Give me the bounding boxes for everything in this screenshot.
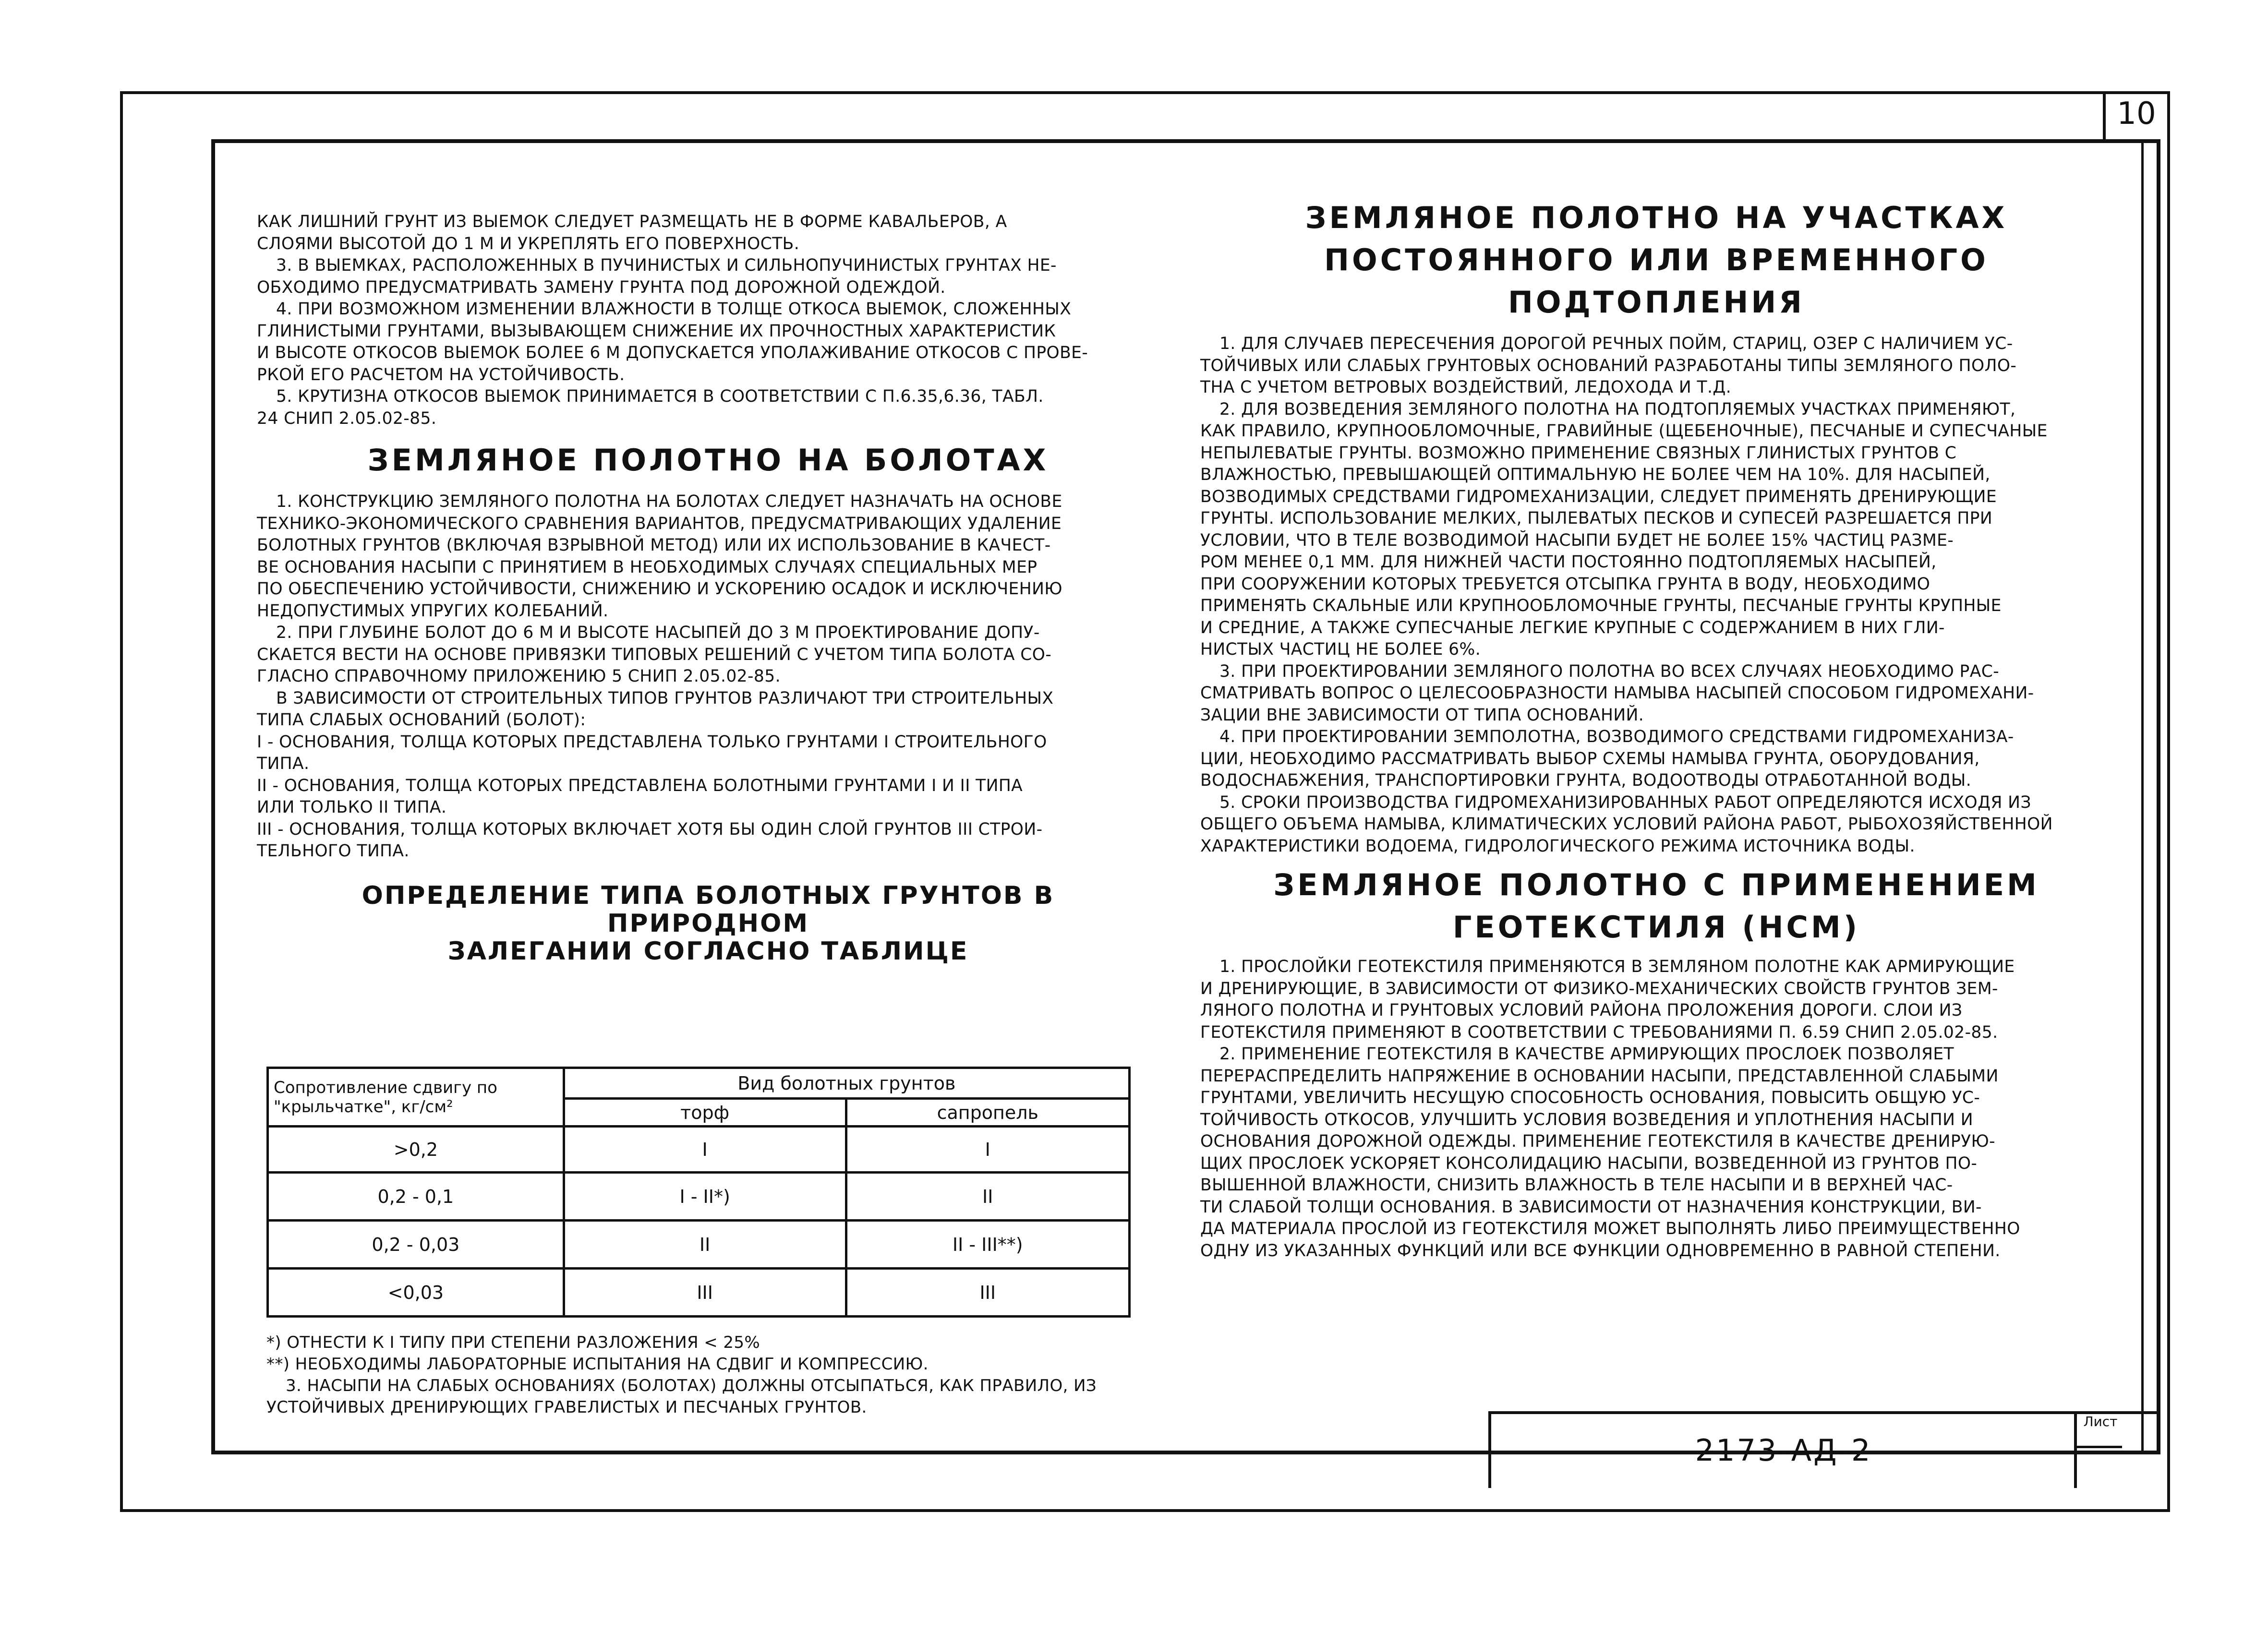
sheet-number: 10 [2117, 96, 2156, 132]
intro-paragraph: 4. ПРИ ВОЗМОЖНОМ ИЗМЕНЕНИИ ВЛАЖНОСТИ В ТОЛЩЕ ОТКОСА ВЫЕМОК, СЛОЖЕННЫХ ГЛИНИСТЫМИ ГРУНТАМИ, ВЫЗЫВАЮЩЕМ СНИЖЕНИЕ ИХ ПРОЧНОСТНЫХ ХАРАКТЕРИСТИК И ВЫСОТЕ ОТКОСОВ ВЫЕМОК БОЛЕЕ 6 М ДОПУСКАЕТСЯ УПОЛАЖИВАНИЕ ОТКОСОВ С ПРОВЕ- РКОЙ ЕГО РАСЧЕТОМ НА УСТОЙЧИВОСТЬ. [257, 300, 1088, 384]
footnote: **) НЕОБХОДИМЫ ЛАБОРАТОРНЫЕ ИСПЫТАНИЯ НА СДВИГ И КОМПРЕССИЮ. [266, 1355, 929, 1374]
table-header-soil-type: Вид болотных грунтов [564, 1068, 1129, 1099]
table-subheader-sapropel: сапропель [846, 1099, 1129, 1127]
geo-paragraph: 2. ПРИМЕНЕНИЕ ГЕОТЕКСТИЛЯ В КАЧЕСТВЕ АРМИРУЮЩИХ ПРОСЛОЕК ПОЗВОЛЯЕТ ПЕРЕРАСПРЕДЕЛИТЬ НАПРЯЖЕНИЕ В ОСНОВАНИИ НАСЫПИ, ПРЕДСТАВЛЕННОЙ СЛАБЫМИ ГРУНТАМИ, УВЕЛИЧИТЬ НЕСУЩУЮ СПОСОБНОСТЬ ОСНОВАНИЯ, ПОВЫСИТЬ ОБЩУЮ УС- ТОЙЧИВОСТЬ ОТКОСОВ, УЛУЧШИТЬ УСЛОВИЯ ВОЗВЕДЕНИЯ И УПЛОТНЕНИЯ НАСЫПИ И ОСНОВАНИЯ ДОРОЖНОЙ ОДЕЖДЫ. ПРИМЕНЕНИЕ ГЕОТЕКСТИЛЯ В КАЧЕСТВЕ ДРЕНИРУЮ- ЩИХ ПРОСЛОЕК УСКОРЯЕТ КОНСОЛИДАЦИЮ НАСЫПИ, ВОЗВЕДЕННОЙ ИЗ ГРУНТОВ ПО- ВЫШЕННОЙ ВЛАЖНОСТИ, СНИЗИТЬ ВЛАЖНОСТЬ В ТЕЛЕ НАСЫПИ И В ВЕРХНЕЙ ЧАС- ТИ СЛАБОЙ ТОЛЩИ ОСНОВАНИЯ. В ЗАВИСИМОСТИ ОТ НАЗНАЧЕНИЯ КОНСТРУКЦИИ, ВИ- ДА МАТЕРИАЛА ПРОСЛОЙ ИЗ ГЕОТЕКСТИЛЯ МОЖЕТ ВЫПОЛНЯТЬ ЛИБО ПРЕИМУЩЕСТВЕННО ОДНУ ИЗ УКАЗАННЫХ ФУНКЦИЙ ИЛИ ВСЕ ФУНКЦИИ ОДНОВРЕМЕННО В РАВНОЙ СТЕПЕНИ. [1200, 1044, 2020, 1260]
table-cell: 0,2 - 0,03 [268, 1221, 564, 1269]
table-row [268, 1221, 1130, 1269]
sheet-label: Лист [2083, 1414, 2118, 1429]
swamp-type-item: II - ОСНОВАНИЯ, ТОЛЩА КОТОРЫХ ПРЕДСТАВЛЕНА БОЛОТНЫМИ ГРУНТАМИ I И II ТИПА ИЛИ ТОЛЬКО II ТИПА. [257, 776, 1023, 817]
table-cell: >0,2 [268, 1127, 564, 1173]
table-cell: II [846, 1173, 1129, 1221]
table-cell: I [846, 1127, 1129, 1173]
table-subheader-peat: торф [564, 1099, 846, 1127]
table-cell: II - III**) [846, 1221, 1129, 1269]
intro-paragraph: КАК ЛИШНИЙ ГРУНТ ИЗ ВЫЕМОК СЛЕДУЕТ РАЗМЕЩАТЬ НЕ В ФОРМЕ КАВАЛЬЕРОВ, А СЛОЯМИ ВЫСОТОЙ ДО 1 М И УКРЕПЛЯТЬ ЕГО ПОВЕРХНОСТЬ. [257, 212, 1007, 253]
flood-paragraph: 4. ПРИ ПРОЕКТИРОВАНИИ ЗЕМПОЛОТНА, ВОЗВОДИМОГО СРЕДСТВАМИ ГИДРОМЕХАНИЗА- ЦИИ, НЕОБХОДИМО РАССМАТРИВАТЬ ВЫБОР СХЕМЫ НАМЫВА ГРУНТА, ОБОРУДОВАНИЯ, ВОДОСНАБЖЕНИЯ, ТРАНСПОРТИРОВКИ ГРУНТА, ВОДООТВОДЫ ОТРАБОТАННОЙ ВОДЫ. [1200, 727, 2014, 790]
right-column [1200, 197, 2112, 1262]
table-cell: III [564, 1269, 846, 1317]
heading-geotextile: ЗЕМЛЯНОЕ ПОЛОТНО С ПРИМЕНЕНИЕМ ГЕОТЕКСТИЛЯ (НСМ) [1273, 867, 2039, 945]
table-title: ОПРЕДЕЛЕНИЕ ТИПА БОЛОТНЫХ ГРУНТОВ В ПРИРОДНОМ ЗАЛЕГАНИИ СОГЛАСНО ТАБЛИЦЕ [362, 881, 1055, 966]
geo-paragraph: 1. ПРОСЛОЙКИ ГЕОТЕКСТИЛЯ ПРИМЕНЯЮТСЯ В ЗЕМЛЯНОМ ПОЛОТНЕ КАК АРМИРУЮЩИЕ И ДРЕНИРУЮЩИЕ, В ЗАВИСИМОСТИ ОТ ФИЗИКО-МЕХАНИЧЕСКИХ СВОЙСТВ ГРУНТОВ ЗЕМ- ЛЯНОГО ПОЛОТНА И ГРУНТОВЫХ УСЛОВИЙ РАЙОНА ПРОЛОЖЕНИЯ ДОРОГИ. СЛОИ ИЗ ГЕОТЕКСТИЛЯ ПРИМЕНЯЮТ В СООТВЕТСТВИИ С ТРЕБОВАНИЯМИ П. 6.59 СНИП 2.05.02-85. [1200, 957, 2015, 1042]
swamp-type-item: III - ОСНОВАНИЯ, ТОЛЩА КОТОРЫХ ВКЛЮЧАЕТ ХОТЯ БЫ ОДИН СЛОЙ ГРУНТОВ III СТРОИ- ТЕЛЬНОГО ТИПА. [257, 819, 1043, 861]
swamp-type-item: I - ОСНОВАНИЯ, ТОЛЩА КОТОРЫХ ПРЕДСТАВЛЕНА ТОЛЬКО ГРУНТАМИ I СТРОИТЕЛЬНОГО ТИПА. [257, 732, 1047, 773]
table-footnotes [266, 1332, 1159, 1418]
document-code: 2173-АД-2 [1695, 1433, 1872, 1468]
table-cell: 0,2 - 0,1 [268, 1173, 564, 1221]
flood-paragraph: 1. ДЛЯ СЛУЧАЕВ ПЕРЕСЕЧЕНИЯ ДОРОГОЙ РЕЧНЫХ ПОЙМ, СТАРИЦ, ОЗЕР С НАЛИЧИЕМ УС- ТОЙЧИВЫХ ИЛИ СЛАБЫХ ГРУНТОВЫХ ОСНОВАНИЙ РАЗРАБОТАНЫ ТИПЫ ЗЕМЛЯНОГО ПОЛО- ТНА С УЧЕТОМ ВЕТРОВЫХ ВОЗДЕЙСТВИЙ, ЛЕДОХОДА И Т.Д. [1200, 334, 2017, 397]
table-header-shear: Сопротивление сдвигу по "крыльчатке", кг/см² [268, 1068, 564, 1127]
intro-paragraph: 3. В ВЫЕМКАХ, РАСПОЛОЖЕННЫХ В ПУЧИНИСТЫХ И СИЛЬНОПУЧИНИСТЫХ ГРУНТАХ НЕ- ОБХОДИМО ПРЕДУСМАТРИВАТЬ ЗАМЕНУ ГРУНТА ПОД ДОРОЖНОЙ ОДЕЖДОЙ. [257, 256, 1057, 297]
left-column [257, 211, 1159, 965]
table-row [268, 1269, 1130, 1317]
heading-flood: ЗЕМЛЯНОЕ ПОЛОТНО НА УЧАСТКАХ ПОСТОЯННОГО ИЛИ ВРЕМЕННОГО ПОДТОПЛЕНИЯ [1305, 200, 2008, 320]
swamp-paragraph: 1. КОНСТРУКЦИЮ ЗЕМЛЯНОГО ПОЛОТНА НА БОЛОТАХ СЛЕДУЕТ НАЗНАЧАТЬ НА ОСНОВЕ ТЕХНИКО-ЭКОНОМИЧЕСКОГО СРАВНЕНИЯ ВАРИАНТОВ, ПРЕДУСМАТРИВАЮЩИХ УДАЛЕНИЕ БОЛОТНЫХ ГРУНТОВ (ВКЛЮЧАЯ ВЗРЫВНОЙ МЕТОД) ИЛИ ИХ ИСПОЛЬЗОВАНИЕ В КАЧЕСТ- ВЕ ОСНОВАНИЯ НАСЫПИ С ПРИНЯТИЕМ В НЕОБХОДИМЫХ СЛУЧАЯХ СПЕЦИАЛЬНЫХ МЕР ПО ОБЕСПЕЧЕНИЮ УСТОЙЧИВОСТИ, СНИЖЕНИЮ И УСКОРЕНИЮ ОСАДОК И ИСКЛЮЧЕНИЮ НЕДОПУСТИМЫХ УПРУГИХ КОЛЕБАНИЙ. [257, 492, 1062, 621]
swamp-soil-table [266, 1067, 1131, 1318]
table-cell: <0,03 [268, 1269, 564, 1317]
intro-paragraph: 5. КРУТИЗНА ОТКОСОВ ВЫЕМОК ПРИНИМАЕТСЯ В СООТВЕТСТВИИ С П.6.35,6.36, ТАБЛ. 24 СНИП 2.05.02-85. [257, 387, 1044, 428]
swamp-paragraph: В ЗАВИСИМОСТИ ОТ СТРОИТЕЛЬНЫХ ТИПОВ ГРУНТОВ РАЗЛИЧАЮТ ТРИ СТРОИТЕЛЬНЫХ ТИПА СЛАБЫХ ОСНОВАНИЙ (БОЛОТ): [257, 688, 1054, 730]
binding-strip [2141, 139, 2160, 1454]
flood-paragraph: 2. ДЛЯ ВОЗВЕДЕНИЯ ЗЕМЛЯНОГО ПОЛОТНА НА ПОДТОПЛЯЕМЫХ УЧАСТКАХ ПРИМЕНЯЮТ, КАК ПРАВИЛО, КРУПНООБЛОМОЧНЫЕ, ГРАВИЙНЫЕ (ЩЕБЕНОЧНЫЕ), ПЕСЧАНЫЕ И СУПЕСЧАНЫЕ НЕПЫЛЕВАТЫЕ ГРУНТЫ. ВОЗМОЖНО ПРИМЕНЕНИЕ СВЯЗНЫХ ГЛИНИСТЫХ ГРУНТОВ С ВЛАЖНОСТЬЮ, ПРЕВЫШАЮЩЕЙ ОПТИМАЛЬНУЮ НЕ БОЛЕЕ ЧЕМ НА 10%. ДЛЯ НАСЫПЕЙ, ВОЗВОДИМЫХ СРЕДСТВАМИ ГИДРОМЕХАНИЗАЦИИ, СЛЕДУЕТ ПРИМЕНЯТЬ ДРЕНИРУЮЩИЕ ГРУНТЫ. ИСПОЛЬЗОВАНИЕ МЕЛКИХ, ПЫЛЕВАТЫХ ПЕСКОВ И СУПЕСЕЙ РАЗРЕШАЕТСЯ ПРИ УСЛОВИИ, ЧТО В ТЕЛЕ ВОЗВОДИМОЙ НАСЫПИ БУДЕТ НЕ БОЛЕЕ 15% ЧАСТИЦ РАЗМЕ- РОМ МЕНЕЕ 0,1 ММ. ДЛЯ НИЖНЕЙ ЧАСТИ ПОСТОЯННО ПОДТОПЛЯЕМЫХ НАСЫПЕЙ, ПРИ СООРУЖЕНИИ КОТОРЫХ ТРЕБУЕТСЯ ОТСЫПКА ГРУНТА В ВОДУ, НЕОБХОДИМО ПРИМЕНЯТЬ СКАЛЬНЫЕ ИЛИ КРУПНООБЛОМОЧНЫЕ ГРУНТЫ, ПЕСЧАНЫЕ ГРУНТЫ КРУПНЫЕ И СРЕДНИЕ, А ТАКЖЕ СУПЕСЧАНЫЕ ЛЕГКИЕ КРУПНЫЕ С СОДЕРЖАНИЕМ В НИХ ГЛИ- НИСТЫХ ЧАСТИЦ НЕ БОЛЕЕ 6%. [1200, 399, 2048, 659]
flood-paragraph: 5. СРОКИ ПРОИЗВОДСТВА ГИДРОМЕХАНИЗИРОВАННЫХ РАБОТ ОПРЕДЕЛЯЮТСЯ ИСХОДЯ ИЗ ОБЩЕГО ОБЪЕМА НАМЫВА, КЛИМАТИЧЕСКИХ УСЛОВИЙ РАЙОНА РАБОТ, РЫБОХОЗЯЙСТВЕННОЙ ХАРАКТЕРИСТИКИ ВОДОЕМА, ГИДРОЛОГИЧЕСКОГО РЕЖИМА ИСТОЧНИКА ВОДЫ. [1200, 792, 2053, 856]
sheet-cell [2077, 1446, 2122, 1488]
table-cell: II [564, 1221, 846, 1269]
swamp-paragraph: 2. ПРИ ГЛУБИНЕ БОЛОТ ДО 6 М И ВЫСОТЕ НАСЫПЕЙ ДО 3 М ПРОЕКТИРОВАНИЕ ДОПУ- СКАЕТСЯ ВЕСТИ НА ОСНОВЕ ПРИВЯЗКИ ТИПОВЫХ РЕШЕНИЙ С УЧЕТОМ ТИПА БОЛОТА СО- ГЛАСНО СПРАВОЧНОМУ ПРИЛОЖЕНИЮ 5 СНИП 2.05.02-85. [257, 623, 1052, 686]
final-paragraph: 3. НАСЫПИ НА СЛАБЫХ ОСНОВАНИЯХ (БОЛОТАХ) ДОЛЖНЫ ОТСЫПАТЬСЯ, КАК ПРАВИЛО, ИЗ УСТОЙЧИВЫХ ДРЕНИРУЮЩИХ ГРАВЕЛИСТЫХ И ПЕСЧАНЫХ ГРУНТОВ. [266, 1376, 1097, 1417]
table-cell: I - II*) [564, 1173, 846, 1221]
footnote: *) ОТНЕСТИ К I ТИПУ ПРИ СТЕПЕНИ РАЗЛОЖЕНИЯ < 25% [266, 1333, 760, 1352]
table-row [268, 1173, 1130, 1221]
flood-paragraph: 3. ПРИ ПРОЕКТИРОВАНИИ ЗЕМЛЯНОГО ПОЛОТНА ВО ВСЕХ СЛУЧАЯХ НЕОБХОДИМО РАС- СМАТРИВАТЬ ВОПРОС О ЦЕЛЕСООБРАЗНОСТИ НАМЫВА НАСЫПЕЙ СПОСОБОМ ГИДРОМЕХАНИ- ЗАЦИИ ВНЕ ЗАВИСИМОСТИ ОТ ТИПА ОСНОВАНИЙ. [1200, 661, 2034, 725]
table-cell: I [564, 1127, 846, 1173]
table-row [268, 1127, 1130, 1173]
heading-swamps: ЗЕМЛЯНОЕ ПОЛОТНО НА БОЛОТАХ [367, 443, 1049, 478]
table-cell: III [846, 1269, 1129, 1317]
